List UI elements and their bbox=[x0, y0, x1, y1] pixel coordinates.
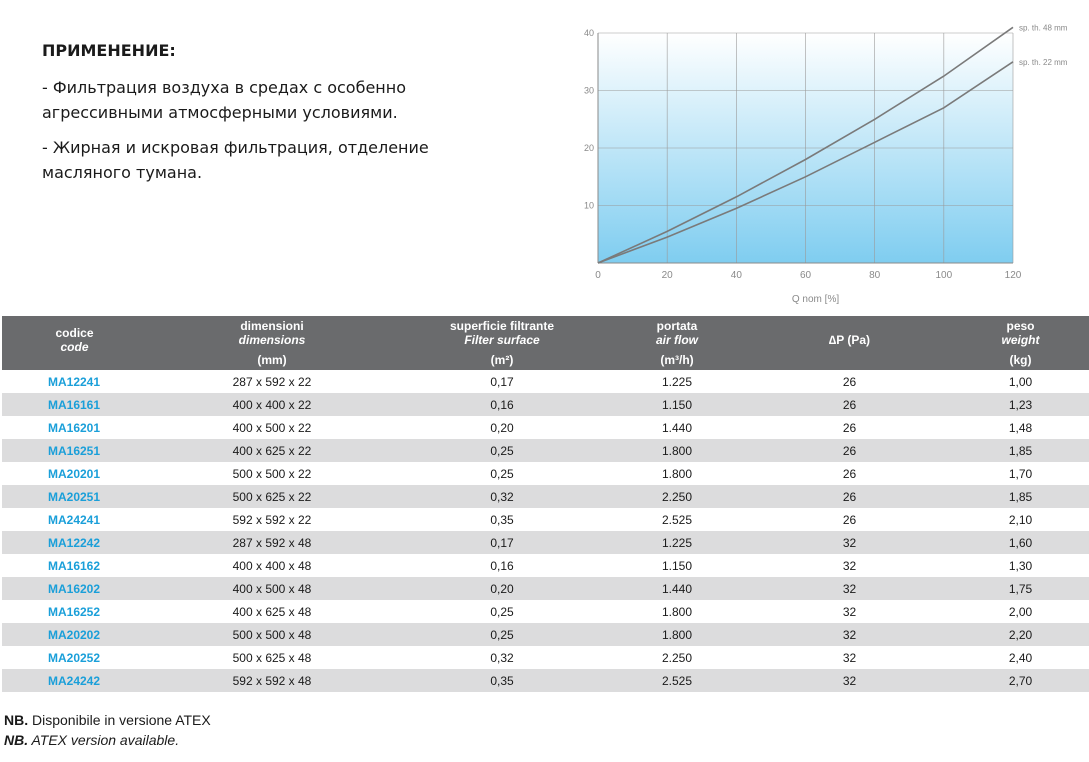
column-header-label-en: weight bbox=[1001, 333, 1040, 347]
y-tick-label: 30 bbox=[583, 85, 594, 96]
air-flow-cell: 1.800 bbox=[607, 439, 747, 462]
column-header bbox=[747, 316, 952, 370]
dimensions-cell: 500 x 500 x 22 bbox=[232, 466, 312, 481]
intro-line-2: - Жирная и искровая фильтрация, отделение масляного тумана. bbox=[42, 138, 429, 182]
table-row bbox=[2, 577, 1089, 600]
note-english-text: ATEX version available. bbox=[28, 732, 180, 748]
air-flow-cell: 1.440 bbox=[607, 577, 747, 600]
filter-surface-cell: 0,32 bbox=[490, 650, 514, 665]
filter-surface-cell: 0,16 bbox=[490, 558, 514, 573]
table-row bbox=[2, 531, 1089, 554]
weight-cell: 1,30 bbox=[1008, 558, 1033, 573]
product-code-cell: MA12241 bbox=[48, 374, 101, 389]
weight-cell: 1,60 bbox=[952, 531, 1089, 554]
table-row bbox=[2, 623, 1089, 646]
product-code-cell: MA16162 bbox=[48, 558, 101, 573]
product-code-cell: MA20251 bbox=[2, 485, 147, 508]
air-flow-cell: 1.150 bbox=[661, 558, 693, 573]
column-header-label: peso bbox=[1006, 319, 1035, 333]
air-flow-cell: 1.225 bbox=[661, 374, 693, 389]
column-header-unit: (mm) bbox=[257, 353, 287, 367]
air-flow-cell: 2.250 bbox=[661, 650, 693, 665]
weight-cell: 1,75 bbox=[952, 577, 1089, 600]
air-flow-cell: 1.800 bbox=[661, 466, 693, 481]
filter-surface-cell: 0,35 bbox=[490, 512, 514, 527]
pressure-drop-cell: 26 bbox=[747, 393, 952, 416]
dimensions-cell: 287 x 592 x 48 bbox=[147, 531, 397, 554]
dimensions-cell: 400 x 400 x 22 bbox=[147, 393, 397, 416]
weight-cell: 1,23 bbox=[952, 393, 1089, 416]
x-tick-label: 0 bbox=[595, 270, 601, 281]
air-flow-cell: 1.800 bbox=[661, 604, 693, 619]
dimensions-cell: 400 x 500 x 48 bbox=[147, 577, 397, 600]
product-code-cell: MA16202 bbox=[2, 577, 147, 600]
table-row bbox=[2, 600, 1089, 623]
column-header-label: portata bbox=[656, 319, 698, 333]
pressure-drop-chart bbox=[560, 22, 1089, 312]
pressure-drop-cell: 26 bbox=[842, 466, 857, 481]
product-code-cell: MA16251 bbox=[2, 439, 147, 462]
pressure-drop-cell: 32 bbox=[842, 604, 857, 619]
pressure-drop-cell: 26 bbox=[842, 374, 857, 389]
dimensions-cell: 500 x 500 x 48 bbox=[147, 623, 397, 646]
air-flow-cell: 2.525 bbox=[661, 512, 693, 527]
product-code-cell: MA12242 bbox=[2, 531, 147, 554]
pressure-drop-cell: 32 bbox=[747, 669, 952, 692]
dimensions-cell: 500 x 625 x 48 bbox=[232, 650, 312, 665]
note-english bbox=[4, 730, 211, 750]
column-header bbox=[147, 316, 397, 370]
table-row bbox=[2, 508, 1089, 531]
intro-section bbox=[42, 38, 502, 195]
table-row bbox=[2, 393, 1089, 416]
product-code-cell: MA16201 bbox=[48, 420, 101, 435]
air-flow-cell: 1.150 bbox=[607, 393, 747, 416]
filter-surface-cell: 0,25 bbox=[397, 439, 607, 462]
product-code-cell: MA16161 bbox=[2, 393, 147, 416]
filter-surface-cell: 0,25 bbox=[490, 466, 514, 481]
column-header-label: dimensioni bbox=[240, 319, 304, 333]
product-code-cell: MA20201 bbox=[48, 466, 101, 481]
note-italian bbox=[4, 710, 211, 730]
column-header-label-en: Filter surface bbox=[464, 333, 540, 347]
pressure-drop-cell: 26 bbox=[747, 485, 952, 508]
table-row bbox=[2, 646, 1089, 669]
y-tick-label: 20 bbox=[583, 143, 594, 153]
air-flow-cell: 1.225 bbox=[607, 531, 747, 554]
pressure-drop-cell: 32 bbox=[747, 577, 952, 600]
filter-surface-cell: 0,20 bbox=[397, 577, 607, 600]
table-header-row bbox=[2, 316, 1089, 370]
column-header-label: superficie filtrante bbox=[449, 319, 555, 333]
dimensions-cell: 592 x 592 x 22 bbox=[232, 512, 312, 527]
filter-surface-cell: 0,35 bbox=[397, 669, 607, 692]
weight-cell: 2,20 bbox=[952, 623, 1089, 646]
filter-surface-cell: 0,25 bbox=[397, 623, 607, 646]
intro-title: ПРИМЕНЕНИЕ: bbox=[42, 41, 176, 60]
weight-cell: 1,70 bbox=[1008, 466, 1033, 481]
x-tick-label: 40 bbox=[730, 270, 742, 281]
weight-cell: 2,40 bbox=[1008, 650, 1033, 665]
y-tick-label: 10 bbox=[583, 200, 594, 211]
y-tick-label: 40 bbox=[583, 28, 594, 38]
column-header bbox=[607, 316, 747, 370]
weight-cell: 1,00 bbox=[1008, 374, 1033, 389]
note-italian-text: Disponibile in versione ATEX bbox=[28, 712, 211, 728]
pressure-drop-cell: 26 bbox=[842, 512, 857, 527]
nb-label: NB. bbox=[4, 712, 29, 728]
weight-cell: 1,85 bbox=[952, 485, 1089, 508]
dimensions-cell: 400 x 400 x 48 bbox=[232, 558, 312, 573]
table-row bbox=[2, 416, 1089, 439]
column-header-label-en: air flow bbox=[655, 333, 698, 347]
pressure-drop-cell: 32 bbox=[842, 650, 857, 665]
table-row bbox=[2, 462, 1089, 485]
x-tick-label: 60 bbox=[799, 270, 812, 281]
air-flow-cell: 2.525 bbox=[607, 669, 747, 692]
product-code-cell: MA20252 bbox=[48, 650, 101, 665]
table-row bbox=[2, 669, 1089, 692]
x-tick-label: 120 bbox=[1004, 270, 1022, 281]
weight-cell: 1,85 bbox=[952, 439, 1089, 462]
weight-cell: 2,70 bbox=[952, 669, 1089, 692]
column-header-label: ∆P (Pa) bbox=[828, 333, 871, 347]
filter-surface-cell: 0,32 bbox=[397, 485, 607, 508]
air-flow-cell: 1.800 bbox=[607, 623, 747, 646]
column-header-label-en: dimensions bbox=[238, 333, 306, 347]
pressure-drop-cell: 32 bbox=[747, 623, 952, 646]
filter-surface-cell: 0,20 bbox=[490, 420, 514, 435]
pressure-drop-cell: 26 bbox=[747, 439, 952, 462]
column-header bbox=[952, 316, 1089, 370]
pressure-drop-cell: 32 bbox=[842, 558, 857, 573]
table-row bbox=[2, 485, 1089, 508]
x-axis-label: Q nom [%] bbox=[791, 294, 840, 305]
dimensions-cell: 400 x 625 x 22 bbox=[147, 439, 397, 462]
column-header-unit: (kg) bbox=[1009, 353, 1032, 367]
dimensions-cell: 287 x 592 x 22 bbox=[232, 374, 312, 389]
table-row bbox=[2, 439, 1089, 462]
table-body bbox=[2, 370, 1089, 692]
filter-surface-cell: 0,17 bbox=[490, 374, 514, 389]
weight-cell: 1,48 bbox=[1008, 420, 1033, 435]
x-tick-label: 20 bbox=[661, 270, 673, 281]
filter-surface-cell: 0,25 bbox=[490, 604, 514, 619]
pressure-drop-cell: 26 bbox=[842, 420, 857, 435]
dimensions-cell: 400 x 500 x 22 bbox=[232, 420, 312, 435]
chart-svg bbox=[560, 22, 1089, 312]
product-code-cell: MA24241 bbox=[48, 512, 101, 527]
dimensions-cell: 500 x 625 x 22 bbox=[147, 485, 397, 508]
table-row bbox=[2, 370, 1089, 393]
x-tick-label: 80 bbox=[869, 270, 881, 281]
dimensions-cell: 592 x 592 x 48 bbox=[147, 669, 397, 692]
weight-cell: 2,00 bbox=[1008, 604, 1033, 619]
filter-surface-cell: 0,17 bbox=[397, 531, 607, 554]
column-header bbox=[2, 316, 147, 370]
column-header bbox=[397, 316, 607, 370]
series-label: sp. th. 48 mm bbox=[1019, 23, 1068, 33]
spec-table bbox=[2, 316, 1089, 692]
product-code-cell: MA16252 bbox=[48, 604, 101, 619]
column-header-unit: (m³/h) bbox=[660, 353, 694, 367]
column-header-label-en: code bbox=[60, 340, 89, 354]
table-row bbox=[2, 554, 1089, 577]
x-tick-label: 100 bbox=[935, 270, 953, 281]
weight-cell: 2,10 bbox=[1008, 512, 1033, 527]
column-header-label: codice bbox=[55, 326, 94, 340]
product-code-cell: MA24242 bbox=[2, 669, 147, 692]
column-header-unit: (m²) bbox=[490, 353, 514, 367]
notes bbox=[4, 710, 211, 750]
nb-label-en: NB. bbox=[4, 732, 29, 748]
dimensions-cell: 400 x 625 x 48 bbox=[232, 604, 312, 619]
filter-surface-cell: 0,16 bbox=[397, 393, 607, 416]
air-flow-cell: 2.250 bbox=[607, 485, 747, 508]
series-label: sp. th. 22 mm bbox=[1019, 57, 1068, 67]
air-flow-cell: 1.440 bbox=[661, 420, 693, 435]
pressure-drop-cell: 32 bbox=[747, 531, 952, 554]
product-code-cell: MA20202 bbox=[2, 623, 147, 646]
intro-line-1: - Фильтрация воздуха в средах с особенно агрессивными атмосферными условиями. bbox=[42, 78, 406, 122]
